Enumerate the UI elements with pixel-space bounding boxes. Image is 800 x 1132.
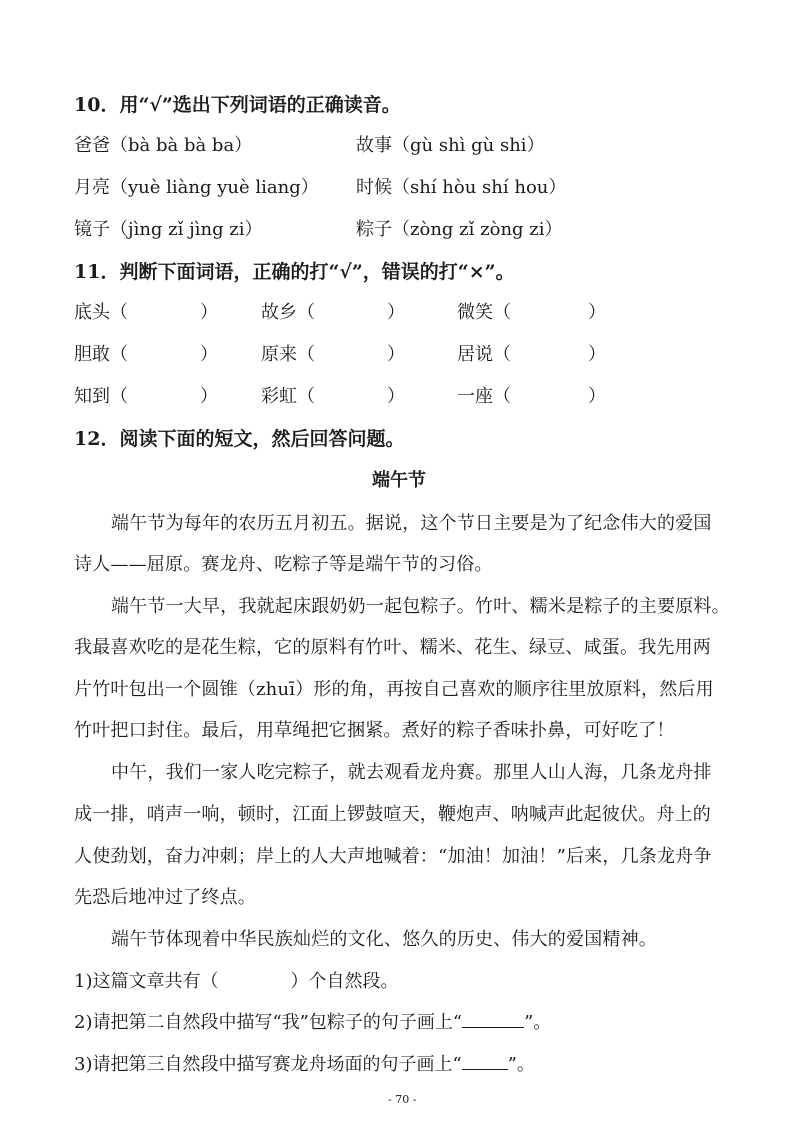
- open-paren: （: [110, 302, 128, 323]
- passage-line: 端午节体现着中华民族灿烂的文化、悠久的历史、伟大的爱国精神。: [111, 929, 657, 950]
- pinyin-choice-item: 时候（shí hòu shí hou）: [356, 177, 567, 198]
- page-number: - 70 -: [388, 1093, 417, 1106]
- sub-question-text: 3)请把第三自然段中描写赛龙舟场面的句子画上“: [74, 1054, 462, 1075]
- question-10-heading: 10．用“√”选出下列词语的正确读音。: [74, 94, 401, 116]
- word-judgment-item: [261, 382, 315, 408]
- passage-title: 端午节: [372, 470, 426, 491]
- answer-paren-close: ）: [588, 302, 606, 323]
- passage-line: 中午，我们一家人吃完粽子，就去观看龙舟赛。那里人山人海，几条龙舟排: [111, 762, 712, 783]
- passage-line: 人使劲划，奋力冲刺；岸上的人大声地喊着：“加油！加油！”后来，几条龙舟争: [74, 846, 712, 867]
- word: 胆敢: [74, 344, 110, 365]
- passage-line: 片竹叶包出一个圆锥（zhuī）形的角，再按自己喜欢的顺序往里放原料，然后用: [74, 679, 714, 700]
- open-paren: （: [493, 344, 511, 365]
- answer-paren-close: ）: [387, 344, 405, 365]
- open-paren: （: [493, 302, 511, 323]
- answer-paren-close: ）: [200, 344, 218, 365]
- underline-sample: [462, 1027, 524, 1028]
- word-judgment-item: [74, 382, 128, 408]
- open-paren: （: [493, 386, 511, 407]
- word-judgment-item: [261, 340, 315, 366]
- answer-paren-close: ）: [588, 344, 606, 365]
- answer-paren-close: ）: [387, 386, 405, 407]
- passage-line: 端午节为每年的农历五月初五。据说，这个节日主要是为了纪念伟大的爱国: [111, 513, 712, 534]
- pinyin-choice-item: 故事（gù shì gù shi）: [356, 135, 545, 156]
- sub-question-1: [74, 967, 398, 993]
- answer-paren-close: ）: [387, 302, 405, 323]
- question-12-heading: 12．阅读下面的短文，然后回答问题。: [74, 428, 405, 450]
- passage-line: 成一排，哨声一响，顿时，江面上锣鼓喧天，鞭炮声、呐喊声此起彼伏。舟上的: [74, 804, 711, 825]
- word: 彩虹: [261, 386, 297, 407]
- word: 底头: [74, 302, 110, 323]
- pinyin-choice-item: 粽子（zòng zǐ zòng zi）: [356, 219, 563, 240]
- sub-question-text: ”。: [524, 1012, 552, 1033]
- open-paren: （: [110, 386, 128, 407]
- sub-question-text: 1)这篇文章共有（: [74, 971, 219, 992]
- sub-question-text: ）个自然段。: [290, 971, 399, 992]
- passage-line: 竹叶把口封住。最后，用草绳把它捆紧。煮好的粽子香味扑鼻，可好吃了！: [74, 720, 675, 741]
- sub-question-2: [74, 1008, 551, 1034]
- pinyin-choice-item: 镜子（jìng zǐ jìng zi）: [74, 219, 263, 240]
- word-judgment-item: [457, 340, 511, 366]
- word: 故乡: [261, 302, 297, 323]
- answer-paren-close: ）: [588, 386, 606, 407]
- answer-paren-close: ）: [200, 386, 218, 407]
- pinyin-choice-item: 月亮（yuè liàng yuè liang）: [74, 177, 319, 198]
- open-paren: （: [110, 344, 128, 365]
- word: 微笑: [457, 302, 493, 323]
- sub-question-text: 2)请把第二自然段中描写“我”包粽子的句子画上“: [74, 1012, 463, 1033]
- open-paren: （: [297, 302, 315, 323]
- open-paren: （: [297, 386, 315, 407]
- word-judgment-item: [457, 298, 511, 324]
- word: 一座: [457, 386, 493, 407]
- passage-line: 端午节一大早，我就起床跟奶奶一起包粽子。竹叶、糯米是粽子的主要原料。: [111, 596, 730, 617]
- word-judgment-item: [261, 298, 315, 324]
- underline-sample: [462, 1069, 508, 1070]
- sub-question-text: ”。: [507, 1054, 535, 1075]
- open-paren: （: [297, 344, 315, 365]
- question-11-heading: 11．判断下面词语，正确的打“√”，错误的打“×”。: [74, 261, 515, 283]
- passage-line: 先恐后地冲过了终点。: [74, 887, 256, 908]
- answer-paren-close: ）: [200, 302, 218, 323]
- pinyin-choice-item: 爸爸（bà bà bà ba）: [74, 135, 253, 156]
- word: 原来: [261, 344, 297, 365]
- word-judgment-item: [74, 340, 128, 366]
- word-judgment-item: [74, 298, 128, 324]
- sub-question-3: [74, 1050, 535, 1076]
- word: 居说: [457, 344, 493, 365]
- word: 知到: [74, 386, 110, 407]
- word-judgment-item: [457, 382, 511, 408]
- passage-line: 我最喜欢吃的是花生粽，它的原料有竹叶、糯米、花生、绿豆、咸蛋。我先用两: [74, 637, 711, 658]
- passage-line: 诗人——屈原。赛龙舟、吃粽子等是端午节的习俗。: [74, 554, 493, 575]
